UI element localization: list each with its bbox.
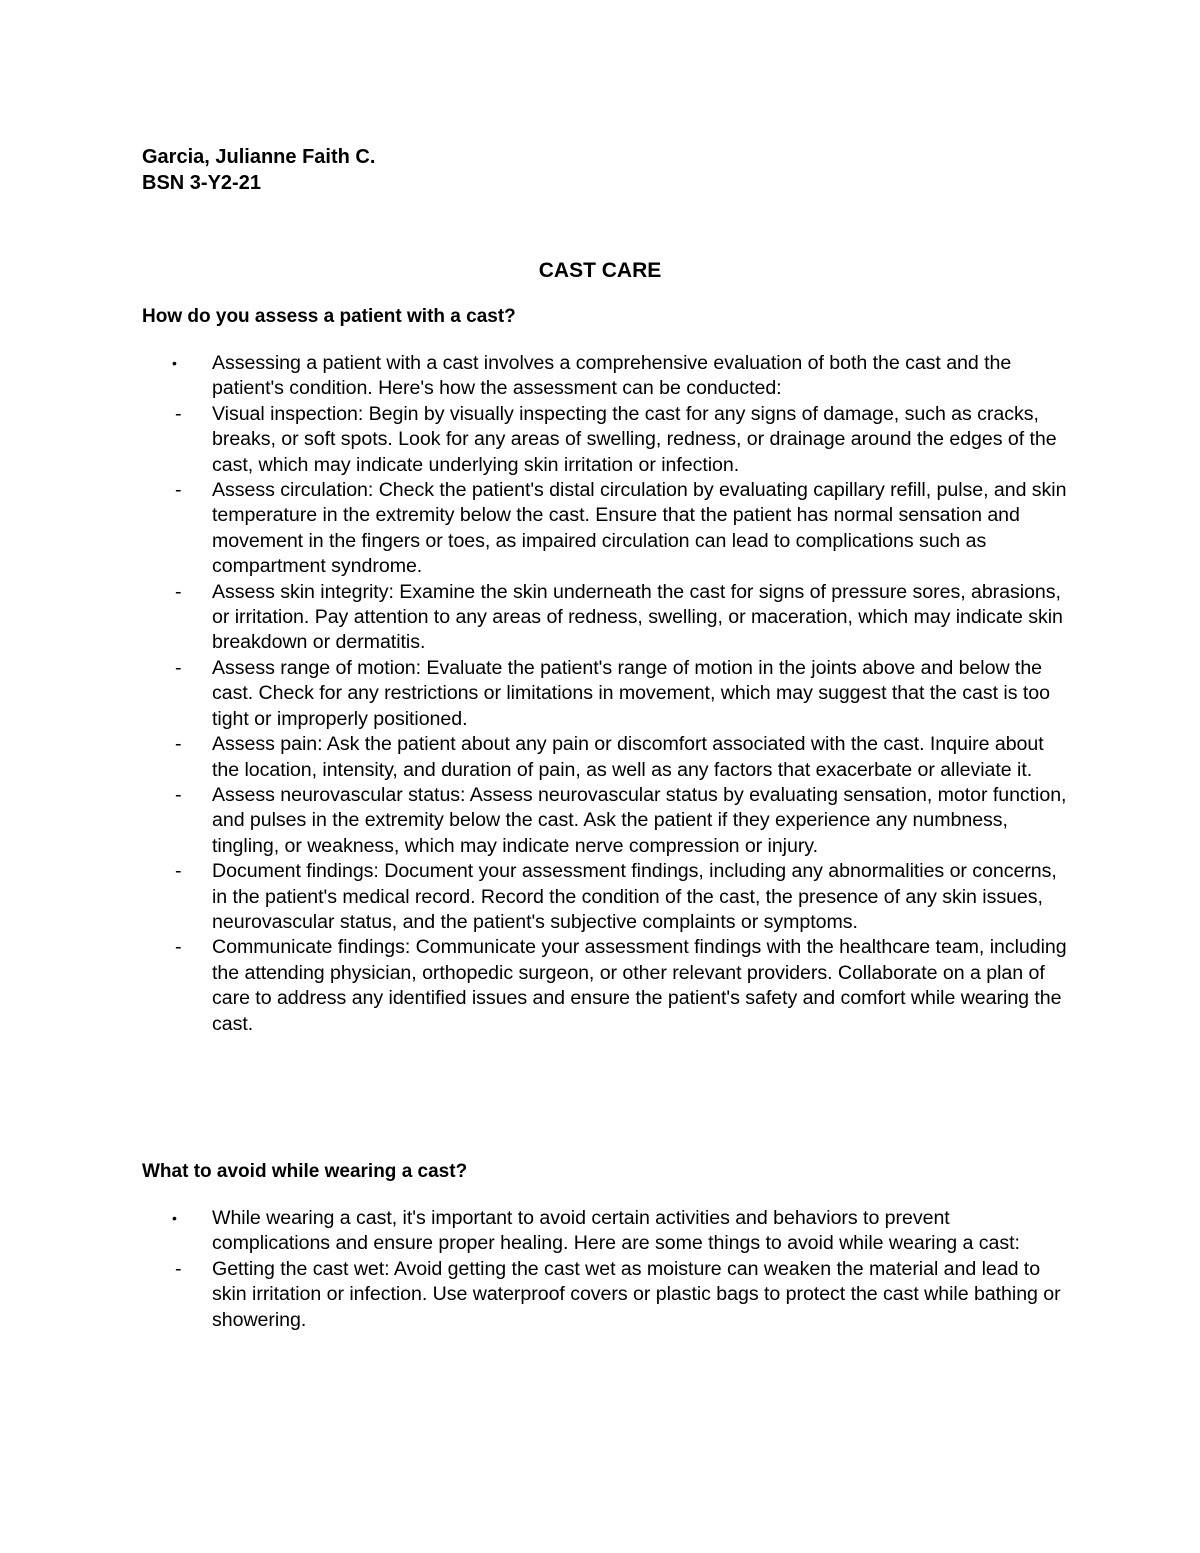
list-item <box>142 1206 1072 1257</box>
item-list <box>142 1206 1072 1333</box>
list-item <box>142 1257 1072 1333</box>
list-item <box>142 732 1072 783</box>
item-text: Assess circulation: Check the patient's distal circulation by evaluating capillary refill, pulse, and skin temperature in the extremity below the cast. Ensure that the patient has normal sensation and movement in the fingers or toes, as impaired circulation can lead to complications such as compartment syndrome. <box>212 479 1067 578</box>
list-item <box>142 478 1072 580</box>
student-name: Garcia, Julianne Faith C. <box>142 146 376 168</box>
dash-marker: - <box>175 402 182 425</box>
item-text: Assess range of motion: Evaluate the patient's range of motion in the joints above and below the cast. Check for any restrictions or limitations in movement, which may suggest that the cast is too tight or improperly positioned. <box>212 656 1050 730</box>
item-text: While wearing a cast, it's important to avoid certain activities and behaviors to prevent complications and ensure proper healing. Here are some things to avoid while wearing a cast: <box>212 1207 1020 1255</box>
list-item <box>142 580 1072 656</box>
document-title: CAST CARE <box>538 259 662 282</box>
item-text: Assess pain: Ask the patient about any pain or discomfort associated with the cast. Inquire about the location, intensity, and duration of pain, as well as any factors that exacerbate or alleviate it. <box>212 733 1044 781</box>
student-header <box>142 144 375 196</box>
list-item <box>142 859 1072 935</box>
student-section: BSN 3-Y2-21 <box>142 172 261 194</box>
bullet-marker: • <box>172 1210 177 1226</box>
dash-marker: - <box>175 1257 182 1280</box>
list-item <box>142 935 1072 1037</box>
dash-marker: - <box>175 479 182 502</box>
list-item <box>142 783 1072 859</box>
bullet-marker: • <box>172 355 177 371</box>
item-text: Assessing a patient with a cast involves a comprehensive evaluation of both the cast and the patient's condition. Here's how the assessment can be conducted: <box>212 352 1012 400</box>
dash-marker: - <box>175 733 182 756</box>
dash-marker: - <box>175 580 182 603</box>
item-text: Visual inspection: Begin by visually inspecting the cast for any signs of damage, such as cracks, breaks, or soft spots. Look for any areas of swelling, redness, or drainage around the edges of the cast, which may indicate underlying skin irritation or infection. <box>212 402 1057 476</box>
dash-marker: - <box>175 936 182 959</box>
item-text: Document findings: Document your assessment findings, including any abnormalities or concerns, in the patient's medical record. Record the condition of the cast, the presence of any skin issues, neurovascular status, and the patient's subjective complaints or symptoms. <box>212 860 1057 933</box>
list-item <box>142 402 1072 478</box>
dash-marker: - <box>175 783 182 806</box>
item-text: Getting the cast wet: Avoid getting the cast wet as moisture can weaken the material and lead to skin irritation or infection. Use waterproof covers or plastic bags to protect the cast while bathing or showering. <box>212 1257 1061 1331</box>
list-item <box>142 351 1072 402</box>
list-item <box>142 656 1072 732</box>
item-text: Assess skin integrity: Examine the skin underneath the cast for signs of pressure sores, abrasions, or irritation. Pay attention to any areas of redness, swelling, or maceration, which may indicate skin breakdown or dermatitis. <box>212 580 1063 654</box>
section-avoid <box>142 1160 1072 1333</box>
section-question: What to avoid while wearing a cast? <box>142 1161 468 1182</box>
item-text: Assess neurovascular status: Assess neurovascular status by evaluating sensation, motor function, and pulses in the extremity below the cast. Ask the patient if they experience any numbness, tingling, or weakness, which may indicate nerve compression or injury. <box>212 783 1067 857</box>
item-list <box>142 351 1072 1037</box>
section-assessment <box>142 305 1072 1037</box>
section-question: How do you assess a patient with a cast? <box>142 306 516 327</box>
dash-marker: - <box>175 656 182 679</box>
item-text: Communicate findings: Communicate your assessment findings with the healthcare team, including the attending physician, orthopedic surgeon, or other relevant providers. Collaborate on a plan of care to address any identified issues and ensure the patient's safety and comfort while wearing the cast. <box>212 936 1067 1035</box>
dash-marker: - <box>175 860 182 883</box>
